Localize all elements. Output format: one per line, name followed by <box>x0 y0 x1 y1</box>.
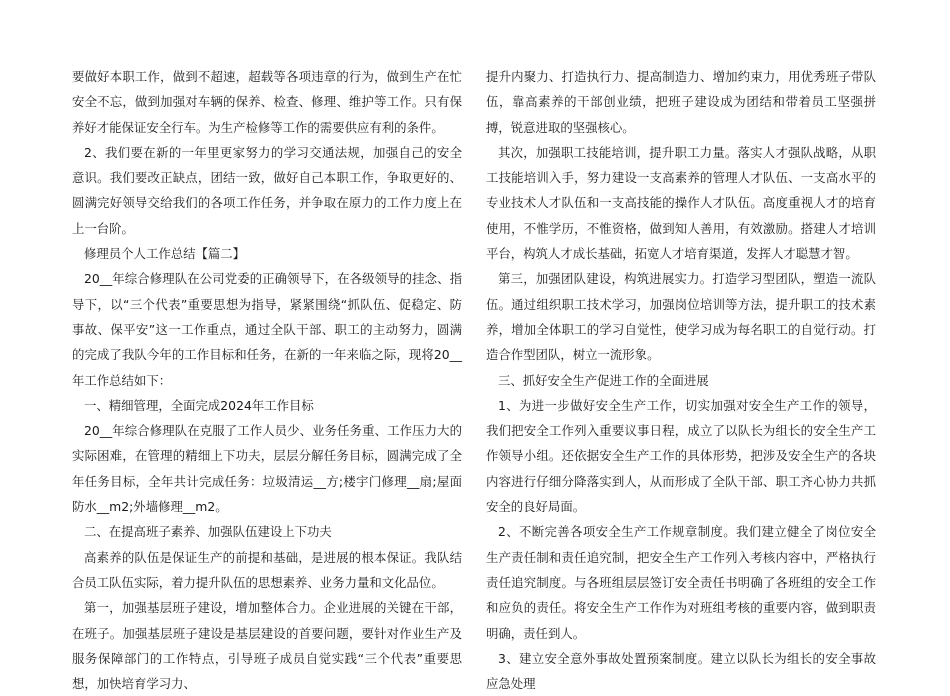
paragraph: 一、精细管理，全面完成2024年工作目标 <box>84 397 314 413</box>
paragraph: 二、在提高班子素养、加强队伍建设上下功夫 <box>84 524 332 540</box>
paragraph: 第一，加强基层班子建设，增加整体合力。企业进展的关键在干部，在班子。加强基层班子建设是基层建设的首要问题，要针对作业生产及服务保障部门的工作特点，引导班子成员自觉实践“三个代表”重要思想，加快培育学习力、 <box>72 600 462 692</box>
paragraph: 其次，加强职工技能培训，提升职工力量。落实人才强队战略，从职工技能培训入手，努力建设一支高素养的管理人才队伍、一支高水平的专业技术人才队伍和一支高技能的操作人才队伍。高度重视人才的培育使用，不惟学历，不惟资格，做到知人善用，有效激励。搭建人才培训平台，构筑人才成长基础，拓宽人才培育渠道，发挥人才聪慧才智。 <box>486 144 876 262</box>
paragraph: 提升内聚力、打造执行力、提高制造力、增加约束力，用优秀班子带队伍，靠高素养的干部创业绩，把班子建设成为团结和带着员工坚强拼搏，锐意进取的坚强核心。 <box>486 69 876 135</box>
paragraph: 20__年综合修理队在克服了工作人员少、业务任务重、工作压力大的实际困难，在管理的精细上下功夫，层层分解任务目标，圆满完成了全年任务目标，全年共计完成任务：垃圾清运__方;楼宇门修理__扇;屋面防水__m2;外墙修理__m2。 <box>72 423 462 515</box>
paragraph: 1、为进一步做好安全生产工作，切实加强对安全生产工作的领导，我们把安全工作列入重要议事日程，成立了以队长为组长的安全生产工作领导小组。还依据安全生产工作的具体形势，把涉及安全生产的各块内容进行仔细分降落实到人，从而形成了全队干部、职工齐心协力共抓安全的良好局面。 <box>486 397 876 515</box>
left-column <box>72 64 462 696</box>
paragraph: 2、我们要在新的一年里更家努力的学习交通法规，加强自己的安全意识。我们要改正缺点，团结一致，做好自己本职工作，争取更好的、圆满完好领导交给我们的各项工作任务，并争取在原力的工作力度上在上一台阶。 <box>72 144 462 236</box>
paragraph: 3、建立安全意外事故处置预案制度。建立以队长为组长的安全事故应急处理 <box>486 650 876 692</box>
paragraph: 修理员个人工作总结【篇二】 <box>84 246 246 262</box>
paragraph: 20__年综合修理队在公司党委的正确领导下，在各级领导的挂念、指导下，以“三个代表”重要思想为指导，紧紧围绕“抓队伍、促稳定、防事故、保平安”这一工作重点，通过全队干部、职工的主动努力，圆满的完成了我队今年的工作目标和任务，在新的一年来临之际，现将20__年工作总结如下： <box>72 271 462 388</box>
paragraph: 高素养的队伍是保证生产的前提和基础，是进展的根本保证。我队结合员工队伍实际，着力提升队伍的思想素养、业务力量和文化品位。 <box>72 549 462 590</box>
paragraph: 2、不断完善各项安全生产工作规章制度。我们建立健全了岗位安全生产责任制和责任追究制，把安全生产工作列入考核内容中，严格执行责任追究制度。与各班组层层签订安全责任书明确了各班组的安全工作和应负的责任。将安全生产工作作为对班组考核的重要内容，做到职责明确，责任到人。 <box>486 524 876 641</box>
paragraph: 三、抓好安全生产促进工作的全面进展 <box>498 372 709 388</box>
paragraph: 要做好本职工作，做到不超速，超载等各项违章的行为，做到生产在忙安全不忘，做到加强对车辆的保养、检查、修理、维护等工作。只有保养好才能保证安全行车。为生产检修等工作的需要供应有利的条件。 <box>72 69 462 135</box>
right-column <box>486 64 876 696</box>
paragraph: 第三，加强团队建设，构筑进展实力。打造学习型团队，塑造一流队伍。通过组织职工技术学习，加强岗位培训等方法，提升职工的技术素养，增加全体职工的学习自觉性，使学习成为每名职工的自觉行动。打造合作型团队，树立一流形象。 <box>486 271 876 363</box>
